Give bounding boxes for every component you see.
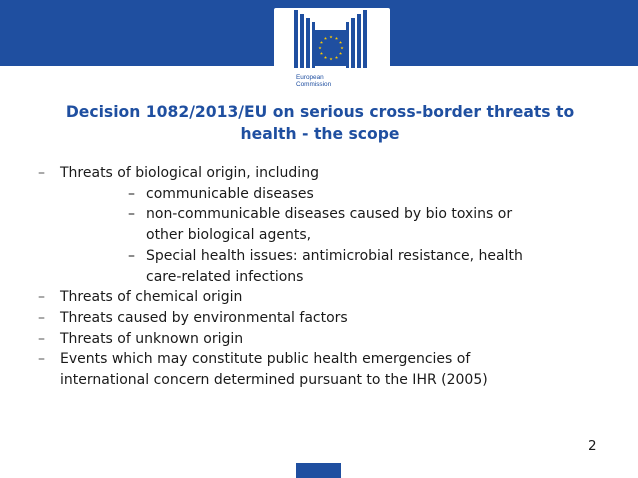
sub-bullet-dash: – (128, 247, 135, 264)
slide-title-line1: Decision 1082/2013/EU on serious cross-border threats to (65, 103, 575, 121)
footer-flag-bar (296, 463, 341, 478)
logo-text-line2: Commission (296, 81, 332, 89)
european-commission-logo (274, 8, 390, 92)
sub-bullet-item-continuation: other biological agents, (146, 227, 312, 244)
bullet-dash: – (38, 309, 45, 326)
berlaymont-building-icon (274, 8, 390, 74)
logo-wordmark (296, 74, 331, 89)
sub-bullet-item: non-communicable diseases caused by bio toxins or (146, 206, 513, 223)
slide-title (20, 101, 620, 145)
bullet-item-continuation: international concern determined pursuant to the IHR (2005) (60, 372, 488, 388)
bullet-item: Threats caused by environmental factors (60, 309, 348, 326)
bullet-dash: – (38, 289, 45, 306)
logo-text-line1: European (296, 74, 324, 81)
sub-bullet-item: Special health issues: antimicrobial resistance, health (146, 247, 523, 264)
bullet-dash: – (38, 330, 45, 347)
bullet-item: Threats of biological origin, including (60, 165, 319, 181)
bullet-item: Threats of chemical origin (60, 289, 243, 306)
sub-bullet-dash: – (128, 185, 135, 202)
sub-bullet-item: communicable diseases (146, 185, 314, 202)
sub-bullet-dash: – (128, 206, 135, 223)
bullet-dash: – (38, 351, 45, 368)
bullet-item: Events which may constitute public health emergencies of (60, 351, 471, 368)
bullet-item: Threats of unknown origin (60, 330, 244, 347)
page-number: 2 (588, 438, 597, 454)
bullet-dash: – (38, 165, 45, 181)
sub-bullet-item-continuation: care-related infections (146, 268, 304, 285)
slide-title-line2: health - the scope (240, 125, 400, 143)
